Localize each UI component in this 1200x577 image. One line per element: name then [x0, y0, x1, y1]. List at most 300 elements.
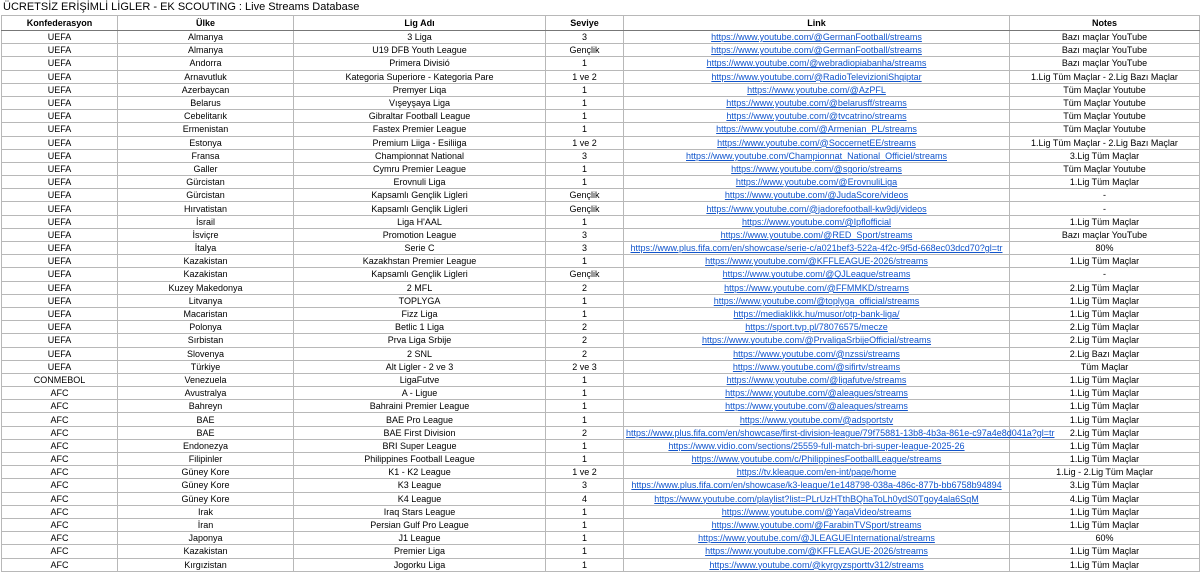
table-row: [2, 360, 1200, 373]
table-row: [2, 96, 1200, 109]
level-cell: 1: [546, 215, 624, 228]
stream-link[interactable]: https://tv.kleague.com/en-int/page/home: [736, 467, 897, 478]
col-ulke: Ülke: [118, 16, 294, 31]
confederation-cell: UEFA: [2, 149, 118, 162]
country-cell: Irak: [118, 505, 294, 518]
stream-link[interactable]: https://mediaklikk.hu/musor/otp-bank-liga/: [733, 309, 900, 320]
confederation-cell: UEFA: [2, 255, 118, 268]
confederation-cell: AFC: [2, 532, 118, 545]
level-cell: 1: [546, 532, 624, 545]
level-cell: 1 ve 2: [546, 136, 624, 149]
table-row: [2, 387, 1200, 400]
stream-link[interactable]: https://www.youtube.com/@JudaScore/videos: [724, 190, 909, 201]
link-cell: [624, 268, 1010, 281]
link-cell: [624, 439, 1010, 452]
link-cell: [624, 149, 1010, 162]
link-cell: [624, 558, 1010, 571]
league-cell: 2 SNL: [294, 347, 546, 360]
confederation-cell: UEFA: [2, 83, 118, 96]
country-cell: Macaristan: [118, 307, 294, 320]
level-cell: 2: [546, 347, 624, 360]
level-cell: 1: [546, 373, 624, 386]
league-cell: Premier Liga: [294, 545, 546, 558]
stream-link[interactable]: https://www.youtube.com/@kyrgyzsporttv312/streams: [709, 559, 924, 570]
table-row: [2, 479, 1200, 492]
link-cell: [624, 83, 1010, 96]
level-cell: 3: [546, 228, 624, 241]
country-cell: Güney Kore: [118, 492, 294, 505]
stream-link[interactable]: https://www.youtube.com/@ligafutve/streams: [726, 374, 907, 385]
confederation-cell: CONMEBOL: [2, 373, 118, 386]
notes-cell: -: [1010, 189, 1200, 202]
stream-link[interactable]: https://www.youtube.com/@KFFLEAGUE-2026/streams: [705, 546, 928, 557]
level-cell: 1: [546, 96, 624, 109]
link-cell: [624, 70, 1010, 83]
league-cell: Kapsamlı Gençlik Ligleri: [294, 202, 546, 215]
link-cell: [624, 162, 1010, 175]
notes-cell: Tüm Maçlar Youtube: [1010, 96, 1200, 109]
table-row: [2, 307, 1200, 320]
link-cell: [624, 31, 1010, 44]
confederation-cell: UEFA: [2, 189, 118, 202]
stream-link[interactable]: https://www.youtube.com/@Ipflofficial: [741, 216, 892, 227]
stream-link[interactable]: https://www.youtube.com/@JLEAGUEInternational/streams: [698, 533, 935, 544]
league-cell: Cymru Premier League: [294, 162, 546, 175]
country-cell: Arnavutluk: [118, 70, 294, 83]
table-row: [2, 57, 1200, 70]
notes-cell: 1.Lig Tüm Maçlar: [1010, 294, 1200, 307]
level-cell: 1: [546, 110, 624, 123]
notes-cell: 1.Lig Tüm Maçlar: [1010, 439, 1200, 452]
notes-cell: Tüm Maçlar Youtube: [1010, 162, 1200, 175]
league-cell: U19 DFB Youth League: [294, 44, 546, 57]
country-cell: Endonezya: [118, 439, 294, 452]
league-cell: Promotion League: [294, 228, 546, 241]
stream-link[interactable]: https://www.youtube.com/@FFMMKD/streams: [724, 282, 909, 293]
table-row: [2, 110, 1200, 123]
level-cell: 1 ve 2: [546, 70, 624, 83]
table-row: [2, 518, 1200, 531]
confederation-cell: AFC: [2, 413, 118, 426]
level-cell: 1: [546, 413, 624, 426]
country-cell: Sırbistan: [118, 334, 294, 347]
link-cell: [624, 228, 1010, 241]
notes-cell: 1.Lig Tüm Maçlar: [1010, 413, 1200, 426]
level-cell: 1: [546, 387, 624, 400]
table-row: [2, 162, 1200, 175]
country-cell: Estonya: [118, 136, 294, 149]
league-cell: Bahraini Premier League: [294, 400, 546, 413]
link-cell: [624, 373, 1010, 386]
notes-cell: 1.Lig Tüm Maçlar: [1010, 307, 1200, 320]
table-row: [2, 44, 1200, 57]
country-cell: Fransa: [118, 149, 294, 162]
country-cell: Türkiye: [118, 360, 294, 373]
league-cell: Prva Liga Srbije: [294, 334, 546, 347]
country-cell: İsrail: [118, 215, 294, 228]
link-cell: [624, 294, 1010, 307]
confederation-cell: AFC: [2, 400, 118, 413]
country-cell: Güney Kore: [118, 466, 294, 479]
country-cell: Kazakistan: [118, 268, 294, 281]
notes-cell: 60%: [1010, 532, 1200, 545]
link-cell: [624, 96, 1010, 109]
notes-cell: -: [1010, 268, 1200, 281]
country-cell: Almanya: [118, 31, 294, 44]
confederation-cell: AFC: [2, 558, 118, 571]
table-row: [2, 347, 1200, 360]
stream-link[interactable]: https://www.youtube.com/@nzssi/streams: [733, 348, 900, 359]
link-cell: [624, 479, 1010, 492]
confederation-cell: UEFA: [2, 347, 118, 360]
level-cell: Gençlik: [546, 202, 624, 215]
confederation-cell: UEFA: [2, 228, 118, 241]
league-cell: Erovnuli Liga: [294, 176, 546, 189]
table-row: [2, 268, 1200, 281]
notes-cell: Bazı maçlar YouTube: [1010, 31, 1200, 44]
level-cell: 1: [546, 558, 624, 571]
confederation-cell: UEFA: [2, 96, 118, 109]
stream-link[interactable]: https://www.youtube.com/@jadorefootball-kw9dj/videos: [706, 203, 927, 214]
table-row: [2, 136, 1200, 149]
col-lig-adi: Lig Adı: [294, 16, 546, 31]
table-row: [2, 242, 1200, 255]
table-row: [2, 558, 1200, 571]
league-cell: LigaFutve: [294, 373, 546, 386]
league-cell: A - Ligue: [294, 387, 546, 400]
notes-cell: 4.Lig Tüm Maçlar: [1010, 492, 1200, 505]
table-row: [2, 400, 1200, 413]
notes-cell: 1.Lig Tüm Maçlar: [1010, 545, 1200, 558]
table-row: [2, 228, 1200, 241]
country-cell: Hırvatistan: [118, 202, 294, 215]
level-cell: 1: [546, 545, 624, 558]
confederation-cell: AFC: [2, 545, 118, 558]
table-body: [2, 31, 1200, 572]
country-cell: Galler: [118, 162, 294, 175]
notes-cell: 3.Lig Tüm Maçlar: [1010, 149, 1200, 162]
link-cell: [624, 321, 1010, 334]
confederation-cell: AFC: [2, 479, 118, 492]
notes-cell: 1.Lig Tüm Maçlar: [1010, 400, 1200, 413]
league-cell: TOPLYGA: [294, 294, 546, 307]
level-cell: 1: [546, 505, 624, 518]
stream-link[interactable]: https://www.youtube.com/@GermanFootball/streams: [711, 32, 922, 43]
link-cell: [624, 255, 1010, 268]
level-cell: 1: [546, 176, 624, 189]
notes-cell: -: [1010, 202, 1200, 215]
level-cell: Gençlik: [546, 189, 624, 202]
country-cell: Belarus: [118, 96, 294, 109]
level-cell: 2: [546, 426, 624, 439]
stream-link[interactable]: https://www.youtube.com/@toplyga_official/streams: [713, 295, 920, 306]
league-cell: Gibraltar Football League: [294, 110, 546, 123]
table-row: [2, 532, 1200, 545]
confederation-cell: UEFA: [2, 242, 118, 255]
confederation-cell: AFC: [2, 518, 118, 531]
level-cell: 3: [546, 149, 624, 162]
level-cell: 1: [546, 83, 624, 96]
link-cell: [624, 347, 1010, 360]
league-cell: K3 League: [294, 479, 546, 492]
stream-link[interactable]: https://www.youtube.com/@sifirtv/streams: [732, 361, 901, 372]
stream-link[interactable]: https://www.vidio.com/sections/25559-full-match-bri-super-league-2025-26: [668, 440, 965, 451]
stream-link[interactable]: https://www.plus.fifa.com/en/showcase/k3-league/1e148798-038a-486c-877b-bb6758b94894: [631, 480, 1002, 491]
league-cell: BAE First Division: [294, 426, 546, 439]
confederation-cell: UEFA: [2, 110, 118, 123]
confederation-cell: UEFA: [2, 307, 118, 320]
table-row: [2, 281, 1200, 294]
table-row: [2, 321, 1200, 334]
table-row: [2, 176, 1200, 189]
table-row: [2, 413, 1200, 426]
level-cell: 1: [546, 123, 624, 136]
streams-table: [1, 15, 1200, 572]
table-row: [2, 189, 1200, 202]
link-cell: [624, 57, 1010, 70]
league-cell: Primera Divisió: [294, 57, 546, 70]
notes-cell: 1.Lig Tüm Maçlar - 2.Lig Bazı Maçlar: [1010, 136, 1200, 149]
stream-link[interactable]: https://www.youtube.com/@tvcatrino/streams: [726, 111, 907, 122]
link-cell: [624, 281, 1010, 294]
link-cell: [624, 215, 1010, 228]
confederation-cell: UEFA: [2, 44, 118, 57]
confederation-cell: UEFA: [2, 334, 118, 347]
link-cell: [624, 387, 1010, 400]
league-cell: Kazakhstan Premier League: [294, 255, 546, 268]
notes-cell: 2.Lig Tüm Maçlar: [1010, 281, 1200, 294]
confederation-cell: AFC: [2, 426, 118, 439]
level-cell: 1: [546, 518, 624, 531]
league-cell: Championnat National: [294, 149, 546, 162]
link-cell: [624, 532, 1010, 545]
table-row: [2, 215, 1200, 228]
table-row: [2, 492, 1200, 505]
link-cell: [624, 189, 1010, 202]
stream-link[interactable]: https://www.youtube.com/@QJLeague/streams: [722, 269, 911, 280]
level-cell: 1: [546, 294, 624, 307]
link-cell: [624, 136, 1010, 149]
stream-link[interactable]: https://www.youtube.com/@PrvaligaSrbijeOfficial/streams: [701, 335, 932, 346]
link-cell: [624, 360, 1010, 373]
stream-link[interactable]: https://www.youtube.com/playlist?list=PLrUzHTthBQhaToLh0ydS0Tgoy4ala6SqM: [654, 493, 979, 504]
notes-cell: 1.Lig Tüm Maçlar: [1010, 215, 1200, 228]
stream-link[interactable]: https://sport.tvp.pl/78076575/mecze: [745, 322, 888, 333]
league-cell: Serie C: [294, 242, 546, 255]
sheet-title: ÜCRETSİZ ERİŞİMLİ LİGLER - EK SCOUTING : Live Streams Database: [3, 1, 360, 13]
link-cell: [624, 123, 1010, 136]
link-cell: [624, 518, 1010, 531]
table-row: [2, 334, 1200, 347]
stream-link[interactable]: https://www.youtube.com/@FarabinTVSport/streams: [711, 520, 922, 531]
country-cell: Japonya: [118, 532, 294, 545]
stream-link[interactable]: https://www.youtube.com/@RED_Sport/streams: [720, 229, 913, 240]
country-cell: Avustralya: [118, 387, 294, 400]
link-cell: [624, 466, 1010, 479]
level-cell: 1: [546, 162, 624, 175]
country-cell: Litvanya: [118, 294, 294, 307]
confederation-cell: AFC: [2, 453, 118, 466]
confederation-cell: UEFA: [2, 70, 118, 83]
league-cell: K1 - K2 League: [294, 466, 546, 479]
country-cell: Kazakistan: [118, 255, 294, 268]
confederation-cell: UEFA: [2, 294, 118, 307]
country-cell: Ermenistan: [118, 123, 294, 136]
country-cell: Andorra: [118, 57, 294, 70]
table-row: [2, 202, 1200, 215]
stream-link[interactable]: https://www.youtube.com/@GermanFootball/streams: [711, 45, 922, 56]
country-cell: Almanya: [118, 44, 294, 57]
stream-link[interactable]: https://www.youtube.com/@SoccernetEE/streams: [717, 137, 916, 148]
confederation-cell: AFC: [2, 505, 118, 518]
confederation-cell: UEFA: [2, 281, 118, 294]
level-cell: 2: [546, 281, 624, 294]
notes-cell: 1.Lig Tüm Maçlar: [1010, 558, 1200, 571]
league-cell: Premium Liiga - Esiliiga: [294, 136, 546, 149]
level-cell: 4: [546, 492, 624, 505]
stream-link[interactable]: https://www.youtube.com/@webradiopiabanha/streams: [706, 58, 927, 69]
country-cell: Venezuela: [118, 373, 294, 386]
level-cell: 1: [546, 400, 624, 413]
league-cell: Fastex Premier League: [294, 123, 546, 136]
stream-link[interactable]: https://www.plus.fifa.com/en/showcase/serie-c/a021bef3-522a-4f2c-9f5d-668ec03dcd70?gl=tr: [630, 243, 1003, 254]
league-cell: Kategoria Superiore - Kategoria Pare: [294, 70, 546, 83]
stream-link[interactable]: https://www.plus.fifa.com/en/showcase/first-division-league/79f75881-13b8-4b3a-861e-c97a4e8d041a?gl=tr: [626, 427, 1055, 438]
country-cell: Azerbaycan: [118, 83, 294, 96]
country-cell: İtalya: [118, 242, 294, 255]
link-cell: [624, 492, 1010, 505]
table-row: [2, 426, 1200, 439]
league-cell: 2 MFL: [294, 281, 546, 294]
stream-link[interactable]: https://www.youtube.com/@Armenian_PL/streams: [716, 124, 917, 135]
level-cell: 1 ve 2: [546, 466, 624, 479]
notes-cell: 1.Lig Tüm Maçlar: [1010, 518, 1200, 531]
country-cell: BAE: [118, 413, 294, 426]
link-cell: [624, 307, 1010, 320]
league-cell: Betlic 1 Liga: [294, 321, 546, 334]
notes-cell: Tüm Maçlar Youtube: [1010, 110, 1200, 123]
league-cell: K4 League: [294, 492, 546, 505]
table-row: [2, 123, 1200, 136]
stream-link[interactable]: https://www.youtube.com/c/PhilippinesFootballLeague/streams: [691, 454, 942, 465]
notes-cell: 2.Lig Tüm Maçlar: [1010, 426, 1200, 439]
notes-cell: 1.Lig - 2.Lig Tüm Maçlar: [1010, 466, 1200, 479]
level-cell: Gençlik: [546, 44, 624, 57]
link-cell: [624, 334, 1010, 347]
stream-link[interactable]: https://www.youtube.com/@YaqaVideo/streams: [721, 506, 912, 517]
stream-link[interactable]: https://www.youtube.com/@sgorio/streams: [731, 163, 902, 174]
table-row: [2, 453, 1200, 466]
notes-cell: Tüm Maçlar Youtube: [1010, 123, 1200, 136]
stream-link[interactable]: https://www.youtube.com/@belarusff/streams: [726, 98, 907, 109]
country-cell: BAE: [118, 426, 294, 439]
notes-cell: 80%: [1010, 242, 1200, 255]
league-cell: Premyer Liqa: [294, 83, 546, 96]
stream-link[interactable]: https://www.youtube.com/@aleagues/streams: [725, 388, 908, 399]
country-cell: Kırgızistan: [118, 558, 294, 571]
stream-link[interactable]: https://www.youtube.com/@AzPFL: [747, 84, 886, 95]
link-cell: [624, 242, 1010, 255]
level-cell: 1: [546, 57, 624, 70]
level-cell: 2: [546, 321, 624, 334]
league-cell: 3 Liga: [294, 31, 546, 44]
notes-cell: 1.Lig Tüm Maçlar: [1010, 505, 1200, 518]
stream-link[interactable]: https://www.youtube.com/@aleagues/streams: [725, 401, 908, 412]
confederation-cell: UEFA: [2, 360, 118, 373]
table-row: [2, 373, 1200, 386]
confederation-cell: AFC: [2, 387, 118, 400]
col-link: Link: [624, 16, 1010, 31]
notes-cell: 1.Lig Tüm Maçlar: [1010, 255, 1200, 268]
country-cell: İran: [118, 518, 294, 531]
notes-cell: Bazı maçlar YouTube: [1010, 44, 1200, 57]
notes-cell: 2.Lig Bazı Maçlar: [1010, 347, 1200, 360]
league-cell: Kapsamlı Gençlik Ligleri: [294, 268, 546, 281]
notes-cell: 1.Lig Tüm Maçlar: [1010, 387, 1200, 400]
league-cell: Fizz Liga: [294, 307, 546, 320]
notes-cell: 3.Lig Tüm Maçlar: [1010, 479, 1200, 492]
notes-cell: Bazı maçlar YouTube: [1010, 57, 1200, 70]
country-cell: Güney Kore: [118, 479, 294, 492]
league-cell: J1 League: [294, 532, 546, 545]
country-cell: Slovenya: [118, 347, 294, 360]
confederation-cell: UEFA: [2, 321, 118, 334]
level-cell: 2: [546, 334, 624, 347]
link-cell: [624, 110, 1010, 123]
notes-cell: 1.Lig Tüm Maçlar: [1010, 373, 1200, 386]
confederation-cell: UEFA: [2, 202, 118, 215]
league-cell: Liga H'AAL: [294, 215, 546, 228]
country-cell: Bahreyn: [118, 400, 294, 413]
table-row: [2, 545, 1200, 558]
league-cell: Iraq Stars League: [294, 505, 546, 518]
level-cell: 1: [546, 453, 624, 466]
link-cell: [624, 545, 1010, 558]
header-row: [2, 16, 1200, 31]
level-cell: 1: [546, 307, 624, 320]
country-cell: Gürcistan: [118, 189, 294, 202]
stream-link[interactable]: https://www.youtube.com/@RadioTelevizioniShqiptar: [711, 71, 922, 82]
confederation-cell: AFC: [2, 492, 118, 505]
table-row: [2, 149, 1200, 162]
confederation-cell: UEFA: [2, 268, 118, 281]
country-cell: Filipinler: [118, 453, 294, 466]
level-cell: Gençlik: [546, 268, 624, 281]
stream-link[interactable]: https://www.youtube.com/@ErovnuliLiga: [735, 177, 898, 188]
level-cell: 3: [546, 479, 624, 492]
confederation-cell: AFC: [2, 466, 118, 479]
link-cell: [624, 505, 1010, 518]
country-cell: Gürcistan: [118, 176, 294, 189]
league-cell: Alt Ligler - 2 ve 3: [294, 360, 546, 373]
link-cell: [624, 44, 1010, 57]
stream-link[interactable]: https://www.youtube.com/@KFFLEAGUE-2026/streams: [705, 256, 928, 267]
link-cell: [624, 202, 1010, 215]
notes-cell: 2.Lig Tüm Maçlar: [1010, 321, 1200, 334]
notes-cell: 1.Lig Tüm Maçlar: [1010, 176, 1200, 189]
table-row: [2, 505, 1200, 518]
notes-cell: Bazı maçlar YouTube: [1010, 228, 1200, 241]
notes-cell: 2.Lig Tüm Maçlar: [1010, 334, 1200, 347]
confederation-cell: UEFA: [2, 176, 118, 189]
link-cell: [624, 413, 1010, 426]
country-cell: Cebelitarık: [118, 110, 294, 123]
stream-link[interactable]: https://www.youtube.com/@adsportstv: [739, 414, 894, 425]
stream-link[interactable]: https://www.youtube.com/Championnat_National_Officiel/streams: [686, 150, 947, 161]
country-cell: İsviçre: [118, 228, 294, 241]
level-cell: 3: [546, 242, 624, 255]
league-cell: Persian Gulf Pro League: [294, 518, 546, 531]
